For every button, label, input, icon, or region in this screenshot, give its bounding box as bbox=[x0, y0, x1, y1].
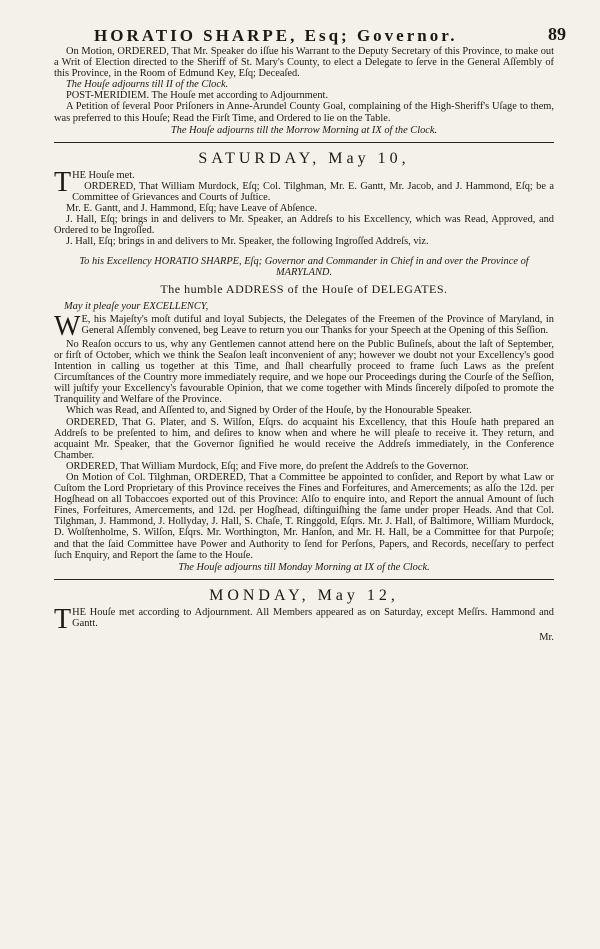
address-paragraph: No Reaſon occurs to us, why any Gentlemen cannot attend here on the Public Buſineſs, about the laſt of September, or firſt of October, which we think the Seaſon leaſt inconvenient of any; however we doubt not your Excellency's good Intention in calling us together at this Time, and ſhall chearfully proceed to frame ſuch Laws as the preſent Circumſtances of the Country more immediately require, and we hope our Proceedings during the Courſe of the Seſſion, will juſtify your Excellency's favourable Opinion, that we come together with Minds ſincerely diſpoſed to promote the Tranquility and Welfare of the Province. bbox=[54, 338, 554, 406]
paragraph-text: HE Houſe met. bbox=[72, 169, 135, 181]
motion-writ-paragraph: On Motion, ORDERED, That Mr. Speaker do iſſue his Warrant to the Deputy Secretary of this Province, to make out a Writ of Election directed to the Sheriff of St. Mary's County, to elect a Delegate to ſerve in the General Aſſembly of this Province, in the Room of Edmund Key, Eſq; Deceaſed. bbox=[54, 46, 554, 80]
committee-motion-paragraph: On Motion of Col. Tilghman, ORDERED, That a Committee be appointed to conſider, and Report by what Law or Cuſtom the Lord Proprietary of this Province receives the Fines and Forfeitures, and Amercements; as alſo the 12d. per Hogſhead on all Tobaccoes exported out of this Province: Alſo to enquire into, and Report the annual Amount of ſuch Fines, Forfeitures, Amercements, and 12d. per Hogſhead, diſtinguiſhing the ſame under proper Heads. And that Col. Tilghman, J. Hammond, J. Hollyday, J. Hall, S. Chaſe, T. Ringgold, Eſqrs. Mr. J. Hall, of Baltimore, William Murdock, D. Wolſtenholme, S. Wilſon, Eſqrs. Mr. Worthington, Mr. Hanſon, and Mr. H. Hall, be a Committee for that Purpoſe; and that the ſaid Committee have Power and Authority to ſend for Perſons, Papers, and Records, neceſſary to perfect ſuch Enquiry, and Report the ſame to the Houſe. bbox=[54, 472, 554, 561]
running-title: HORATIO SHARPE, Esq; Governor. bbox=[94, 26, 458, 45]
page-number: 89 bbox=[548, 24, 566, 44]
section-divider bbox=[54, 142, 554, 143]
adjournment-note: The Houſe adjourns till II of the Clock. bbox=[66, 79, 229, 91]
adjournment-note: The Houſe adjourns till the Morrow Morning at IX of the Clock. bbox=[170, 124, 438, 136]
drop-cap: T bbox=[54, 166, 72, 198]
monday-paragraph bbox=[54, 603, 554, 635]
ingrossed-address-paragraph: J. Hall, Eſq; brings in and delivers to Mr. Speaker, the following Ingroſſed Addreſs, viz. bbox=[66, 236, 429, 248]
paragraph-text: E, his Majeſty's moſt dutiful and loyal Subjects, the Delegates of the Freemen of the Province of Maryland, in General Aſſembly convened, beg Leave to return you our Thanks for your Speech at the Opening of this Seſſion. bbox=[81, 313, 554, 336]
address-paragraph bbox=[54, 310, 554, 342]
leave-of-absence-paragraph: Mr. E. Gantt, and J. Hammond, Eſq; have Leave of Abſence. bbox=[66, 203, 318, 215]
address-title: The humble ADDRESS of the Houſe of DELEGATES. bbox=[160, 281, 448, 296]
petition-paragraph: A Petition of ſeveral Poor Priſoners in Anne-Arundel County Goal, complaining of the High-Sheriff's Uſage to them, was preferred to this Houſe; Read the Firſt Time, and Ordered to lie on the Table. bbox=[54, 101, 554, 124]
address-approved-paragraph: J. Hall, Eſq; brings in and delivers to Mr. Speaker, an Addreſs to his Excellency, which was Read, Approved, and Ordered to be Ingroſſed. bbox=[54, 214, 554, 237]
drop-cap: T bbox=[54, 603, 72, 635]
drop-cap: W bbox=[54, 310, 81, 342]
post-meridiem-paragraph: POST-MERIDIEM. The Houſe met according to Adjournment. bbox=[66, 90, 329, 102]
running-header bbox=[94, 26, 524, 46]
day-heading-monday: MONDAY, May 12, bbox=[209, 586, 399, 604]
address-salutation: May it pleaſe your EXCELLENCY, bbox=[64, 300, 209, 312]
present-address-paragraph: ORDERED, That William Murdock, Eſq; and Five more, do preſent the Addreſs to the Governor. bbox=[66, 460, 469, 472]
assent-paragraph: Which was Read, and Aſſented to, and Signed by Order of the Houſe, by the Honourable Speaker. bbox=[66, 405, 472, 417]
adjournment-note: The Houſe adjourns till Monday Morning at IX of the Clock. bbox=[178, 561, 430, 573]
paragraph-text: HE Houſe met according to Adjournment. All Members appeared as on Saturday, except Meſſrs. Hammond and Gantt. bbox=[72, 606, 554, 630]
committee-order-paragraph: ORDERED, That William Murdock, Eſq; Col. Tilghman, Mr. E. Gantt, Mr. Jacob, and J. Hammond, Eſq; be a Committee of Grievances and Courts of Juſtice. bbox=[72, 180, 554, 204]
catchword: Mr. bbox=[539, 631, 554, 643]
section-divider bbox=[54, 579, 554, 580]
acquaint-order-paragraph: ORDERED, That G. Plater, and S. Wilſon, Eſqrs. do acquaint his Excellency, that this Houſe hath prepared an Addreſs to be preſented to him, and deſires to know when and where he will pleaſe to receive it. They return, and acquaint Mr. Speaker, that the Governor ſignified he would receive the Addreſs immediately, in the Conference Chamber. bbox=[54, 416, 554, 461]
day-heading-saturday: SATURDAY, May 10, bbox=[198, 149, 410, 167]
page-body bbox=[54, 46, 554, 643]
address-addressee: To his Excellency HORATIO SHARPE, Eſq; Governor and Commander in Chief in and over the Province of MARYLAND. bbox=[79, 255, 529, 278]
